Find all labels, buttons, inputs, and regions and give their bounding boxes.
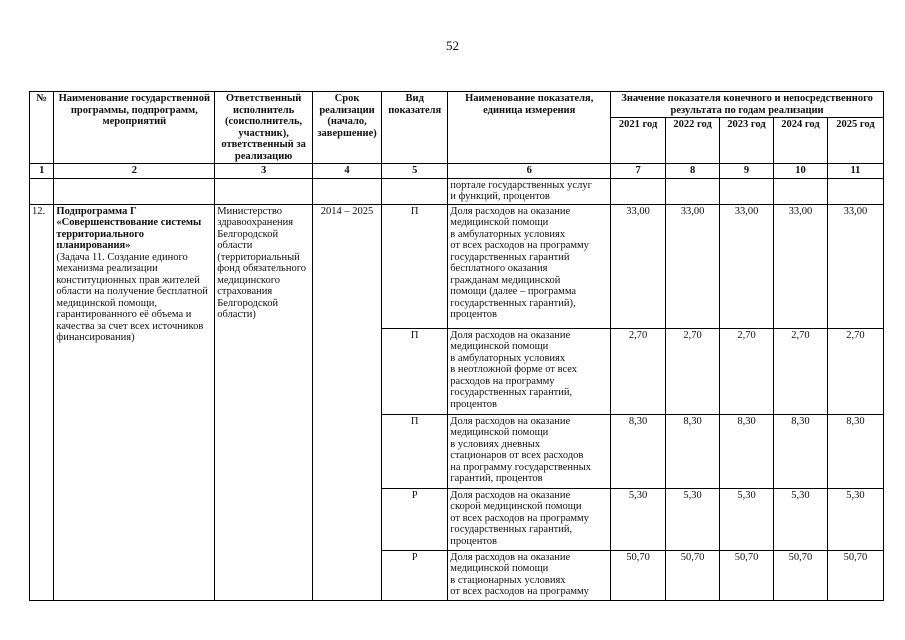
indicator-value-2021: 2,70 <box>611 328 666 414</box>
program-number: 12. <box>30 204 54 600</box>
program-period: 2014 – 2025 <box>312 204 381 600</box>
page-number: 52 <box>446 38 459 53</box>
indicator-value-2024: 8,30 <box>773 414 827 488</box>
header-year-2021: 2021 год <box>611 118 666 164</box>
header-row-1 <box>30 92 884 118</box>
program-description: (Задача 11. Создание единого механизма реализации конституционных прав жителей области на получение бесплатной медицинской помощи, гарантированного её объема и качества за счет всех источников финансирования) <box>56 251 208 343</box>
indicator-value-2022: 33,00 <box>666 204 720 328</box>
index-cell: 11 <box>827 164 883 179</box>
header-values: Значение показателя конечного и непосредственного результата по годам реализации <box>611 92 884 118</box>
header-period: Срок реализации (начало, завершение) <box>312 92 381 164</box>
indicator-type: П <box>382 414 448 488</box>
header-type: Вид показателя <box>382 92 448 164</box>
indicator-name: Доля расходов на оказание медицинской помощи в стационарных условиях от всех расходов на программу <box>448 550 611 600</box>
indicator-value-2023: 8,30 <box>720 414 774 488</box>
header-indicator: Наименование показателя, единица измерения <box>448 92 611 164</box>
indicator-name: Доля расходов на оказание медицинской помощи в амбулаторных условиях от всех расходов на программу государственных гарантий бесплатного оказания гражданам медицинской помощи (далее – программа государственных гарантий), процентов <box>448 204 611 328</box>
indicator-type: Р <box>382 488 448 550</box>
indicator-value-2023: 50,70 <box>720 550 774 600</box>
indicator-value-2021: 8,30 <box>611 414 666 488</box>
indicator-value-2021: 33,00 <box>611 204 666 328</box>
indicator-value-2025: 33,00 <box>827 204 883 328</box>
indicator-type: П <box>382 328 448 414</box>
indicator-value-2025: 5,30 <box>827 488 883 550</box>
indicator-type: Р <box>382 550 448 600</box>
program-responsible: Министерство здравоохранения Белгородской области (территориальный фонд обязательного медицинского страхования Белгородской области) <box>215 204 313 600</box>
indicator-value-2024: 33,00 <box>773 204 827 328</box>
indicator-value-2024: 5,30 <box>773 488 827 550</box>
index-cell: 5 <box>382 164 448 179</box>
indicator-value-2024: 50,70 <box>773 550 827 600</box>
indicator-value-2022: 5,30 <box>666 488 720 550</box>
indicator-type: П <box>382 204 448 328</box>
index-cell: 3 <box>215 164 313 179</box>
header-year-2023: 2023 год <box>720 118 774 164</box>
indicator-value-2021: 5,30 <box>611 488 666 550</box>
indicator-value-2025: 2,70 <box>827 328 883 414</box>
index-cell: 1 <box>30 164 54 179</box>
program-title: Подпрограмма Г «Совершенствование системы территориального планирования» <box>56 205 202 251</box>
indicator-value-2023: 5,30 <box>720 488 774 550</box>
header-year-2025: 2025 год <box>827 118 883 164</box>
index-cell: 2 <box>54 164 215 179</box>
indicator-value-2023: 2,70 <box>720 328 774 414</box>
column-index-row <box>30 164 884 179</box>
indicator-value-2025: 8,30 <box>827 414 883 488</box>
index-cell: 10 <box>773 164 827 179</box>
indicator-row <box>30 204 884 328</box>
index-cell: 9 <box>720 164 774 179</box>
indicator-name: Доля расходов на оказание медицинской помощи в условиях дневных стационаров от всех расходов на программу государственных гарантий, процентов <box>448 414 611 488</box>
continuation-row <box>30 178 884 204</box>
header-year-2024: 2024 год <box>773 118 827 164</box>
indicator-value-2025: 50,70 <box>827 550 883 600</box>
indicator-value-2021: 50,70 <box>611 550 666 600</box>
index-cell: 6 <box>448 164 611 179</box>
header-responsible: Ответственный исполнитель (соисполнитель, участник), ответственный за реализацию <box>215 92 313 164</box>
indicators-table <box>29 91 884 601</box>
program-cell <box>54 204 215 600</box>
header-name: Наименование государственной программы, подпрограмм, мероприятий <box>54 92 215 164</box>
indicator-value-2022: 2,70 <box>666 328 720 414</box>
indicator-value-2024: 2,70 <box>773 328 827 414</box>
indicator-value-2022: 8,30 <box>666 414 720 488</box>
continuation-indicator: порталe государственных услуг и функций, процентов <box>448 178 611 204</box>
index-cell: 4 <box>312 164 381 179</box>
indicator-value-2022: 50,70 <box>666 550 720 600</box>
index-cell: 7 <box>611 164 666 179</box>
header-year-2022: 2022 год <box>666 118 720 164</box>
header-number: № <box>30 92 54 164</box>
index-cell: 8 <box>666 164 720 179</box>
indicator-name: Доля расходов на оказание скорой медицинской помощи от всех расходов на программу государственных гарантий, процентов <box>448 488 611 550</box>
indicator-name: Доля расходов на оказание медицинской помощи в амбулаторных условиях в неотложной форме от всех расходов на программу государственных гарантий, процентов <box>448 328 611 414</box>
indicator-value-2023: 33,00 <box>720 204 774 328</box>
